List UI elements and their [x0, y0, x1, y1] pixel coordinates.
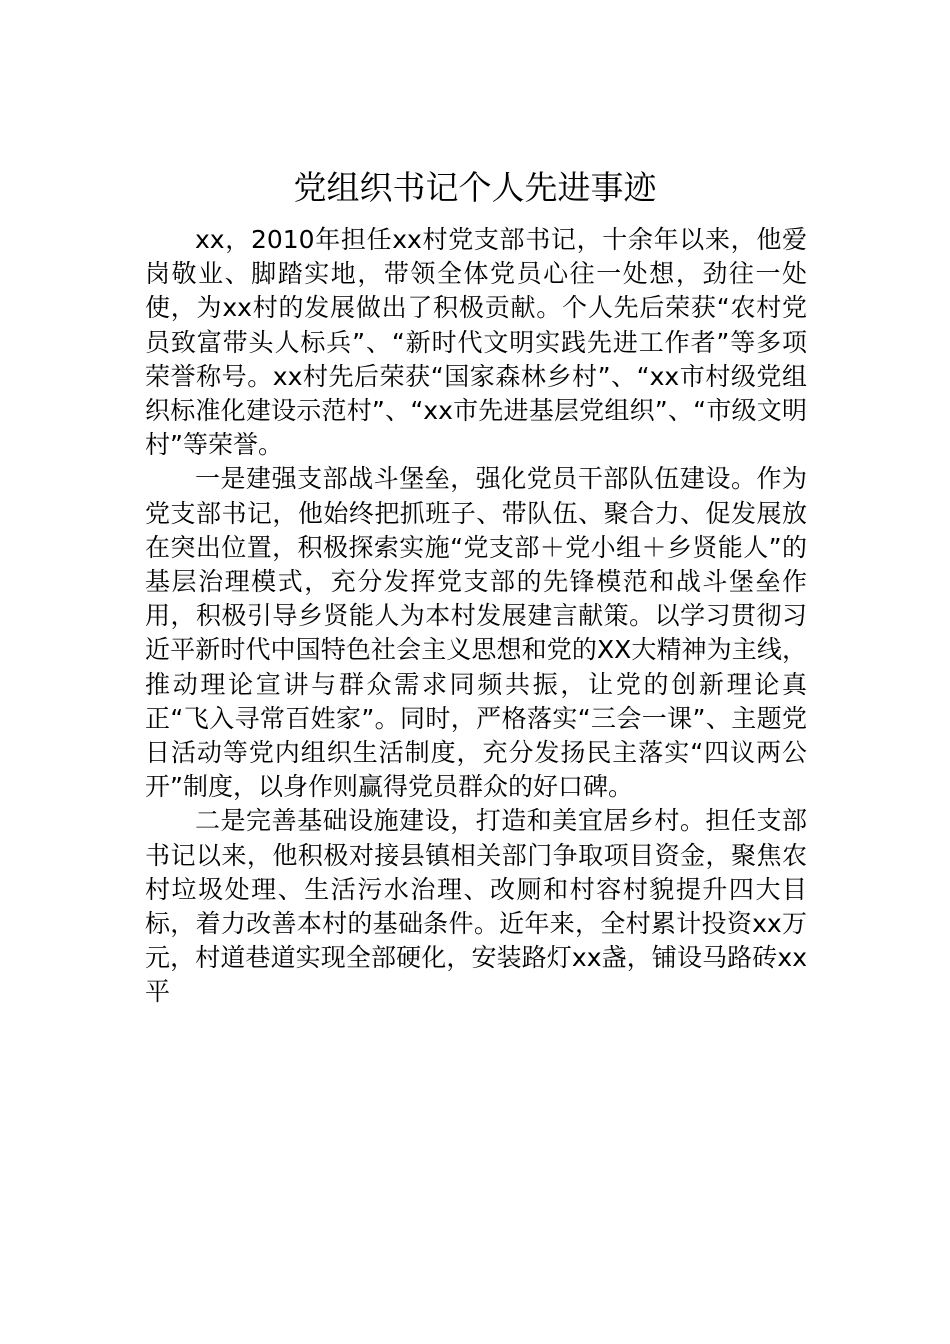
document-body: [145, 223, 807, 1010]
document-title: 党组织书记个人先进事迹: [293, 168, 657, 207]
paragraph-infrastructure: 二是完善基础设施建设，打造和美宜居乡村。担任支部书记以来，他积极对接县镇相关部门争取项目资金，聚焦农村垃圾处理、生活污水治理、改厕和村容村貌提升四大目标，着力改善本村的基础条件。近年来，全村累计投资xx万元，村道巷道实现全部硬化，安装路灯xx盏，铺设马路砖xx平: [145, 806, 807, 1007]
paragraph-party-building: 一是建强支部战斗堡垒，强化党员干部队伍建设。作为党支部书记，他始终把抓班子、带队伍、聚合力、促发展放在突出位置，积极探索实施“党支部＋党小组＋乡贤能人”的基层治理模式，充分发挥党支部的先锋模范和战斗堡垒作用，积极引导乡贤能人为本村发展建言献策。以学习贯彻习近平新时代中国特色社会主义思想和党的XX大精神为主线，推动理论宣讲与群众需求同频共振，让党的创新理论真正“飞入寻常百姓家”。同时，严格落实“三会一课”、主题党日活动等党内组织生活制度，充分发扬民主落实“四议两公开”制度，以身作则赢得党员群众的好口碑。: [145, 464, 807, 802]
paragraph-intro: xx，2010年担任xx村党支部书记，十余年以来，他爱岗敬业、脚踏实地，带领全体党员心往一处想，劲往一处使，为xx村的发展做出了积极贡献。个人先后荣获“农村党员致富带头人标兵”、“新时代文明实践先进工作者”等多项荣誉称号。xx村先后荣获“国家森林乡村”、“xx市村级党组织标准化建设示范村”、“xx市先进基层党组织”、“市级文明村”等荣誉。: [145, 225, 807, 460]
